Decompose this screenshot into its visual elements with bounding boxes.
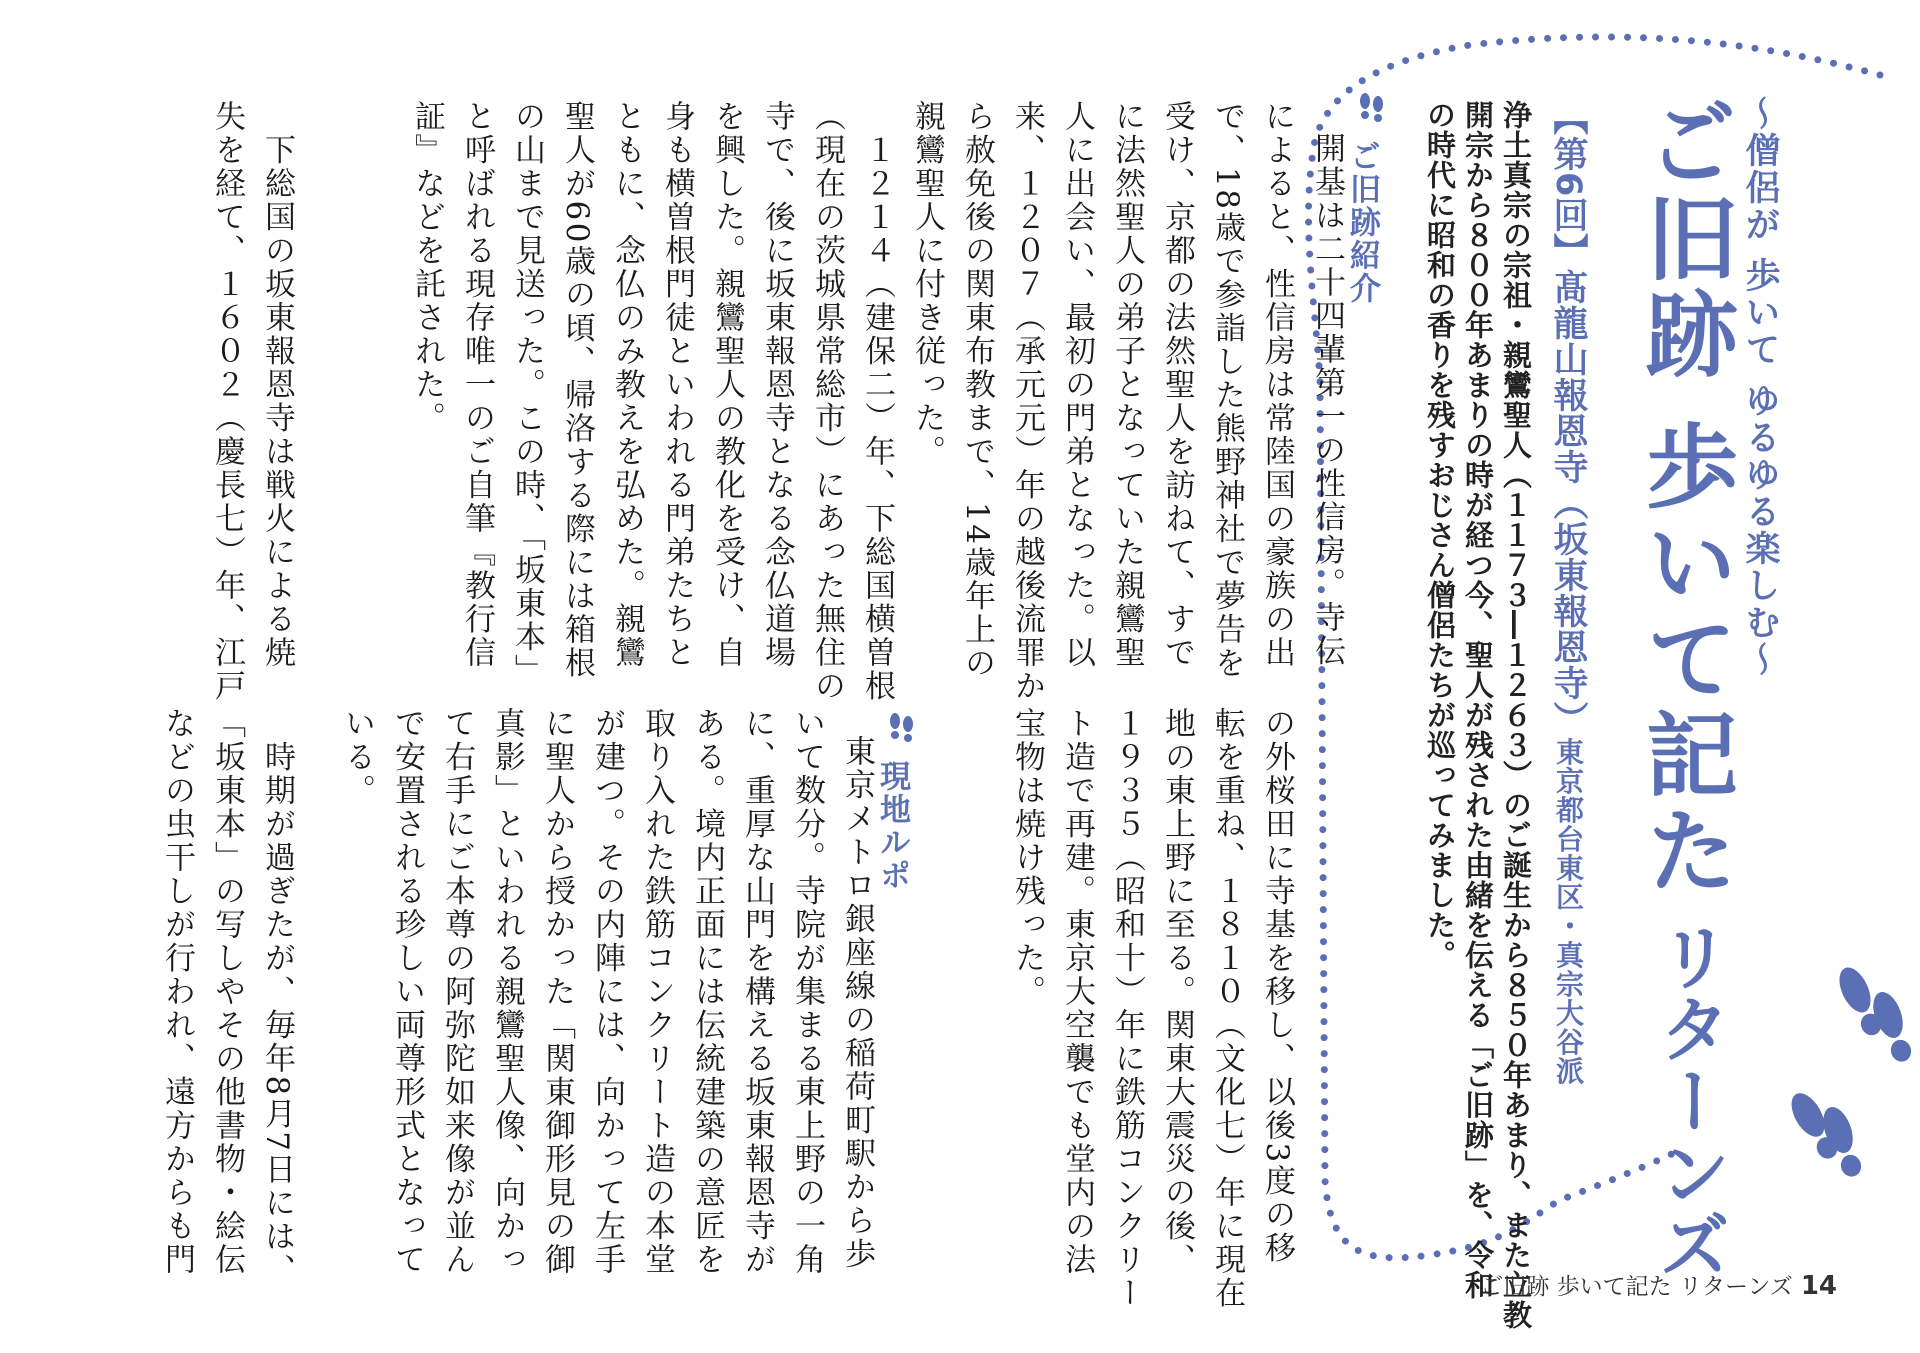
episode-location: 東京都台東区・真宗大谷派 xyxy=(1552,737,1585,1086)
running-title: ご旧跡 歩いて記た リターンズ xyxy=(1480,1274,1793,1300)
section-heading-intro: ご旧跡紹介 xyxy=(1344,140,1380,305)
header-subtitle: 〜僧侶が 歩いて ゆるゆる楽しむ〜 xyxy=(1740,95,1780,679)
report-col-4: ある。境内正面には伝統建築の意匠を xyxy=(689,707,725,1277)
footprints-icon xyxy=(1357,92,1387,124)
report-col-13: 「坂東本」の写しやその他書物・絵伝 xyxy=(209,707,245,1277)
intro-col-10: １２１４（建保二）年、下総国横曽根 xyxy=(859,100,895,703)
section-heading-report: 現地ルポ xyxy=(874,760,910,892)
intro-col-9: 親鸞聖人に付き従った。 xyxy=(909,100,945,469)
intro-col-19: 証』などを託された。 xyxy=(409,100,445,435)
report-col-2: いて数分。寺院が集まる東上野の一角 xyxy=(789,707,825,1277)
intro-col-1: 開基は二十四輩第一の性信房。寺伝 xyxy=(1309,132,1345,668)
history-col-4: １９３５（昭和十）年に鉄筋コンクリー xyxy=(1109,707,1145,1310)
intro-col-6: 人に出会い、最初の門弟となった。以 xyxy=(1059,100,1095,670)
intro-col-16: 聖人が60歳の頃、帰洛する際には箱根 xyxy=(559,100,595,681)
report-col-7: に聖人から授かった「関東御形見の御 xyxy=(539,707,575,1277)
history-col-2: 転を重ね、１８１０（文化七）年に現在 xyxy=(1209,707,1245,1310)
intro-col-7: 来、１２０７（承元元）年の越後流罪か xyxy=(1009,100,1045,703)
intro-col-15: ともに、念仏のみ教えを弘めた。親鸞 xyxy=(609,100,645,670)
report-col-6: が建つ。その内陣には、向かって左手 xyxy=(589,707,625,1277)
footprints-icon-large xyxy=(1785,963,1917,1181)
intro-col-8: ら赦免後の関東布教まで、14歳年上の xyxy=(959,100,995,681)
intro-col-13: を興した。親鸞聖人の教化を受け、自 xyxy=(709,100,745,670)
intro-col-3: で、18歳で参詣した熊野神社で夢告を xyxy=(1209,100,1245,681)
header-title: ご旧跡 歩いて記た xyxy=(1631,95,1738,900)
report-col-1: 東京メトロ銀座線の稲荷町駅から歩 xyxy=(839,735,875,1271)
report-col-10: で安置される珍しい両尊形式となって xyxy=(389,707,425,1277)
intro-col-4: 受け、京都の法然聖人を訪ねて、すで xyxy=(1159,100,1195,670)
report-col-5: 取り入れた鉄筋コンクリート造の本堂 xyxy=(639,707,675,1277)
intro-col-11: （現在の茨城県常総市）にあった無住の xyxy=(809,100,845,703)
history-col-1: の外桜田に寺基を移し、以後3度の移 xyxy=(1259,707,1295,1266)
episode-title: 【第6回】髙龍山報恩寺 xyxy=(1548,100,1588,486)
intro-col-18: と呼ばれる現存唯一のご自筆『教行信 xyxy=(459,100,495,670)
intro-col-12: 寺で、後に坂東報恩寺となる念仏道場 xyxy=(759,100,795,670)
report-col-8: 真影」といわれる親鸞聖人像、向かっ xyxy=(489,707,525,1277)
header-title-suffix: リターンズ xyxy=(1647,920,1731,1280)
history-col-5: ト造で再建。東京大空襲でも堂内の法 xyxy=(1059,707,1095,1277)
intro-col-17: の山まで見送った。この時、「坂東本」 xyxy=(509,100,545,688)
episode-heading xyxy=(1543,100,1593,1085)
history-col-3: 地の東上野に至る。関東大震災の後、 xyxy=(1159,707,1195,1277)
report-col-9: て右手にご本尊の阿弥陀如来像が並ん xyxy=(439,707,475,1277)
episode-paren: （坂東報恩寺） xyxy=(1548,485,1588,738)
intro-col-14: 身も横曽根門徒といわれる門弟たちと xyxy=(659,100,695,670)
report-col-11: いる。 xyxy=(339,707,375,808)
intro-col-2: によると、性信房は常陸国の豪族の出 xyxy=(1259,100,1295,670)
report-col-3: に、重厚な山門を構える坂東報恩寺が xyxy=(739,707,775,1277)
page-footer xyxy=(1480,1268,1837,1301)
report-col-12: 時期が過ぎたが、毎年8月7日には、 xyxy=(259,707,295,1288)
report-col-14: などの虫干しが行われ、遠方からも門 xyxy=(159,707,195,1277)
intro-col-21: 失を経て、１６０２（慶長七）年、江戸 xyxy=(209,100,245,703)
lead-line-2: 開宗から８００年あまりの時が経つ今、聖人が残された由緒を伝える「ご旧跡」を、令和 xyxy=(1461,100,1495,1300)
intro-col-5: に法然聖人の弟子となっていた親鸞聖 xyxy=(1109,100,1145,670)
lead-line-1: 浄土真宗の宗祖・親鸞聖人（１１７３―１２６３）のご誕生から８５０年あまり、また立教 xyxy=(1499,100,1533,1330)
intro-col-20: 下総国の坂東報恩寺は戦火による焼 xyxy=(259,100,295,670)
history-col-6: 宝物は焼け残った。 xyxy=(1009,707,1045,1009)
page-number: 14 xyxy=(1800,1271,1837,1301)
lead-line-3: の時代に昭和の香りを残すおじさん僧侶たちが巡ってみました。 xyxy=(1423,100,1457,970)
footprints-icon xyxy=(887,712,917,744)
